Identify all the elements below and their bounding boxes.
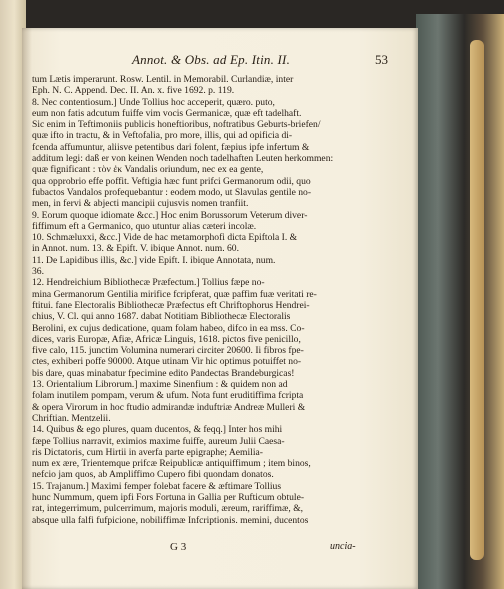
text-line: bis dare, quas minabatur fpecimine edito Pandectas Brandeburgicas! [32,367,295,379]
text-line: chius, V. Cl. qui anno 1687. dabat Notitiam Bibliothecæ Electoralis [32,311,291,323]
text-line: absque ulla falfi fufpicione, nobiliffimæ Infcriptionis. memini, ducentos [32,514,309,526]
text-line: ris Dictatoris, cum Hirtii in averfa parte epigraphe; Aemilia- [32,446,263,458]
text-line: 12. Hendreichium Bibliothecæ Præfectum.] Tollius fæpe no- [32,277,265,289]
text-line: in Annot. num. 13. & Epift. V. ibique Annot. num. 60. [32,243,239,255]
text-line: tum Lætis imperarunt. Rosw. Lentil. in Memorabil. Curlandiæ, inter [32,74,294,85]
text-line: rat, integerrimum, pulcerrimum, majoris moduli, æreum, rariffimæ, &, [32,503,304,515]
text-line: num ex ære, Trientemque prifcæ Reipublicæ antiquiffimum ; item binos, [32,458,311,470]
text-line: 11. De Lapidibus illis, &c.] vide Epift. I. ibique Annotata, num. [32,254,276,266]
text-line: 13. Orientalium Librorum.] maxime Sinenfium : & quidem non ad [32,379,288,391]
text-line: 8. Nec contentiosum.] Unde Tollius hoc acceperit, quæro. puto, [32,96,275,108]
running-header [32,52,400,70]
book-cover-edge [470,40,484,560]
page-body-text [32,74,384,526]
text-line: five calo, 115. junctim Volumina numerari circiter 20600. Ii fibros fpe- [32,345,304,357]
page-number: 53 [375,52,388,67]
text-line: 14. Quibus & ego plures, quam ducentos, & feqq.] Inter hos mihi [32,424,283,436]
text-line: quæ ifto in tractu, & in Veftofalia, pro more, illis, qui ad opificia di- [32,130,293,142]
text-line: dices, varis Europæ, Afiæ, Africæ Linguis, 1618. pictos five penicillo, [32,333,301,345]
text-line: & opera Virorum in hoc ftudio admirandæ induftriæ Andreæ Mulleri & [32,401,306,413]
text-line: Sic enim in Teftimoniis publicis honeftioribus, noftratibus Geburts-briefen/ [32,119,321,131]
text-line: fiffimum eft a Germanico, quo utuntur alias cæteri incolæ. [32,220,257,232]
text-line: fæpe Tollius narravit, eximios maxime fuiffe, aureum Julii Caesa- [32,435,285,447]
text-line: 36. [32,266,44,278]
text-line: additum legi: daß er von keinen Wenden noch tadelhaften Leuten herkommen: [32,153,334,165]
page-gutter-shadow [22,28,32,589]
book-cover [416,14,504,589]
text-line: Berolini, ex cujus dedicatione, quam folam habeo, difco in ea mss. Co- [32,322,305,334]
catchword: uncia- [330,541,356,552]
text-line: ftitui. fane Electoralis Bibliothecæ Præfectus eft Chriftophorus Hendrei- [32,299,310,311]
text-line: 10. Schmæluxxi, &cc.] Vide de hac metamorphofi dicta Epiftola I. & [32,232,298,244]
text-line: Eph. N. C. Append. Dec. II. An. x. five 1692. p. 119. [32,85,235,97]
running-title: Annot. & Obs. ad Ep. Itin. II. [132,52,291,67]
text-line: men, in fervi & abjecti mancipii cujusvis nomen tranfiit. [32,198,249,210]
text-line: fubactos Vandalos profequebantur : eodem modo, ut Slavulas gentile no- [32,186,312,198]
text-line: folam inutilem pompam, verum & ufum. Nota funt eruditiffima fcripta [32,390,304,402]
text-line: 9. Eorum quoque idiomate &cc.] Hoc enim Borussorum Veterum diver- [32,209,308,221]
text-line: nefcio jam quos, ab Ampliffimo Cupero fibi quondam donatos. [32,469,274,481]
text-line: Chriftian. Mentzelii. [32,412,111,424]
text-line: quæ fignificant : τὸν ἐκ Vandalis oriundum, nec ex ea gente, [32,164,264,176]
text-line: 15. Trajanum.] Maximi femper folebat facere & æftimare Tollius [32,480,282,492]
text-line: hunc Nummum, quem ipfi Fors Fortuna in Gallia per Rufticum obtule- [32,491,305,503]
text-line: ctes, exhiberi poffe 90000. Atque utinam Vir hic optimus potuiffet no- [32,356,302,368]
text-line: fcenda affumuntur, aliisve petentibus dari folent, fæpius ipfe infertum & [32,141,310,153]
signature-mark: G 3 [170,541,187,553]
text-line: mina Germanorum Gentilia mirifice fcripferat, quæ paffim fuæ veritati re- [32,288,317,300]
text-line: eum non fatis adcutum fuiffe vim vocis Germanicæ, quæ eft tadelhaft. [32,107,302,119]
text-line: qua opprobrio effe poffit. Veftigia hæc funt prifci Germanorum odii, quo [32,175,311,187]
